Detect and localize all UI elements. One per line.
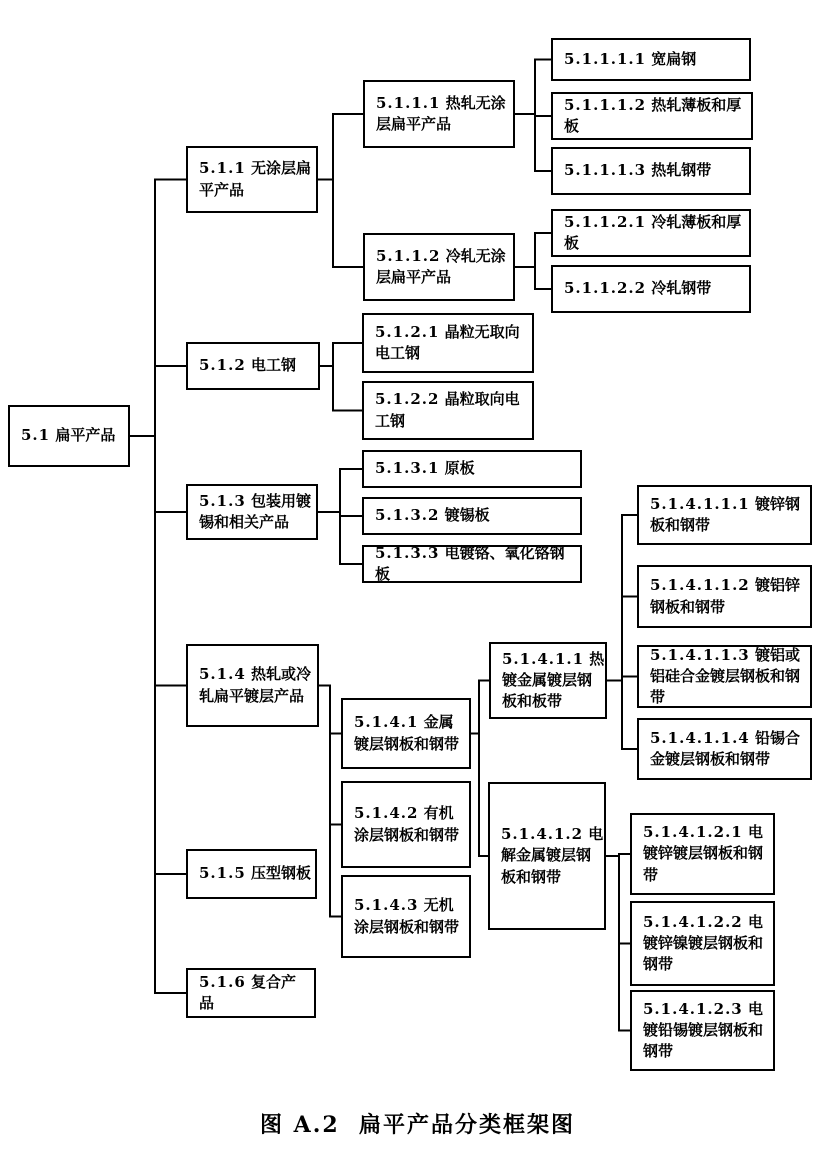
- edge-5-1-to-5-1-6: [130, 436, 186, 993]
- edge-5-1-1-2-to-5-1-1-2-1: [515, 233, 551, 267]
- node-5-1-1-1-1: [551, 38, 751, 81]
- node-label: 5.1.1.1.1 宽扁钢: [564, 49, 697, 68]
- node-5-1-1: [186, 146, 318, 213]
- node-label: 5.1.4.1.1.2 镀铝锌钢板和钢带: [650, 576, 800, 616]
- node-label: 5.1.2.1 晶粒无取向电工钢: [375, 322, 520, 362]
- node-5-1-3: [186, 484, 318, 540]
- node-5-1-4-1-2-3: [630, 990, 775, 1071]
- node-label: 5.1.1.2.1 冷轧薄板和厚板: [564, 212, 742, 252]
- node-5-1-1-1-2: [551, 92, 753, 140]
- node-5-1-4-1-2: [488, 782, 606, 930]
- node-label: 5.1.3 包装用镀锡和相关产品: [199, 491, 311, 531]
- edge-5-1-2-to-5-1-2-2: [320, 366, 362, 411]
- node-5-1-4: [186, 644, 319, 727]
- node-label: 5.1.1.2.2 冷轧钢带: [564, 279, 712, 298]
- edge-5-1-1-to-5-1-1-2: [318, 180, 363, 268]
- node-label: 5.1.4.1.1.4 铅锡合金镀层钢板和钢带: [650, 728, 800, 768]
- node-label: 5.1.3.2 镀锡板: [375, 506, 490, 525]
- node-label: 5.1.3.1 原板: [375, 459, 475, 478]
- edge-5-1-1-to-5-1-1-1: [318, 114, 363, 180]
- node-5-1-1-2-1: [551, 209, 751, 257]
- edge-5-1-4-1-1-to-5-1-4-1-1-2: [607, 597, 637, 681]
- node-5-1-4-1-1: [489, 642, 607, 719]
- edge-5-1-2-to-5-1-2-1: [320, 343, 362, 366]
- node-5-1-2: [186, 342, 320, 390]
- edge-5-1-to-5-1-1: [130, 180, 186, 437]
- node-5-1-4-1-1-1: [637, 485, 812, 545]
- node-label: 5.1.4 热轧或冷轧扁平镀层产品: [199, 665, 311, 705]
- figure-caption: 图 A.2 扁平产品分类框架图: [259, 1112, 575, 1138]
- node-5-1: [8, 405, 130, 467]
- node-5-1-5: [186, 849, 317, 899]
- edge-5-1-1-1-to-5-1-1-1-3: [515, 114, 551, 171]
- edge-5-1-to-5-1-4: [130, 436, 186, 686]
- edge-5-1-4-1-to-5-1-4-1-2: [471, 734, 488, 857]
- node-5-1-4-3: [341, 875, 471, 958]
- node-5-1-4-1-1-4: [637, 718, 812, 780]
- node-5-1-4-1-2-2: [630, 901, 775, 986]
- node-label: 5.1.4.1.2.2 电镀锌镍镀层钢板和钢带: [643, 912, 764, 974]
- node-5-1-4-1: [341, 698, 471, 769]
- node-label: 5.1.2.2 晶粒取向电工钢: [375, 390, 520, 430]
- node-label: 5.1.4.3 无机涂层钢板和钢带: [354, 896, 460, 936]
- node-label: 5.1.4.1.2.1 电镀锌镀层钢板和钢带: [643, 823, 764, 884]
- edge-5-1-3-to-5-1-3-1: [318, 469, 362, 512]
- node-5-1-1-1-3: [551, 147, 751, 195]
- node-label: 5.1.4.1.1.1 镀锌钢板和钢带: [650, 494, 800, 534]
- edge-5-1-4-1-to-5-1-4-1-1: [471, 681, 489, 734]
- node-label: 5.1 扁平产品: [21, 426, 116, 445]
- node-5-1-4-1-1-2: [637, 565, 812, 628]
- node-5-1-2-2: [362, 381, 534, 440]
- node-label: 5.1.1.1.3 热轧钢带: [564, 161, 712, 180]
- node-label: 5.1.1.2 冷轧无涂层扁平产品: [376, 246, 506, 286]
- node-label: 5.1.1.1 热轧无涂层扁平产品: [376, 93, 506, 133]
- node-5-1-3-3: [362, 545, 582, 583]
- edge-5-1-1-2-to-5-1-1-2-2: [515, 267, 551, 289]
- edge-5-1-3-to-5-1-3-3: [318, 512, 362, 564]
- node-5-1-1-2-2: [551, 265, 751, 313]
- node-5-1-1-2: [363, 233, 515, 301]
- edge-5-1-to-5-1-2: [130, 366, 186, 436]
- edge-5-1-to-5-1-3: [130, 436, 186, 512]
- node-5-1-6: [186, 968, 316, 1018]
- node-5-1-4-1-1-3: [637, 645, 812, 708]
- node-label: 5.1.4.1.2.3 电镀铅锡镀层钢板和钢带: [643, 999, 764, 1061]
- node-5-1-4-2: [341, 781, 471, 868]
- node-label: 5.1.4.2 有机涂层钢板和钢带: [354, 804, 460, 844]
- node-label: 5.1.4.1 金属镀层钢板和钢带: [354, 713, 460, 753]
- node-label: 5.1.4.1.1 热镀金属镀层钢板和板带: [502, 649, 605, 711]
- node-label: 5.1.2 电工钢: [199, 356, 296, 375]
- node-5-1-3-1: [362, 450, 582, 488]
- node-5-1-4-1-2-1: [630, 813, 775, 895]
- node-label: 5.1.1 无涂层扁平产品: [199, 159, 311, 199]
- edge-5-1-4-1-1-to-5-1-4-1-1-4: [607, 681, 637, 750]
- node-label: 5.1.4.1.1.3 镀铝或铝硅合金镀层钢板和钢带: [650, 645, 801, 707]
- node-5-1-2-1: [362, 313, 534, 373]
- node-label: 5.1.3.3 电镀铬、氧化铬钢板: [375, 543, 565, 583]
- node-label: 5.1.1.1.2 热轧薄板和厚板: [564, 95, 742, 135]
- node-5-1-3-2: [362, 497, 582, 535]
- node-label: 5.1.5 压型钢板: [199, 864, 311, 883]
- edge-5-1-1-1-to-5-1-1-1-1: [515, 60, 551, 115]
- node-label: 5.1.4.1.2 电解金属镀层钢板和钢带: [501, 825, 604, 886]
- node-label: 5.1.6 复合产品: [199, 972, 296, 1012]
- edge-5-1-4-to-5-1-4-3: [319, 686, 341, 917]
- node-5-1-1-1: [363, 80, 515, 148]
- edge-5-1-to-5-1-5: [130, 436, 186, 874]
